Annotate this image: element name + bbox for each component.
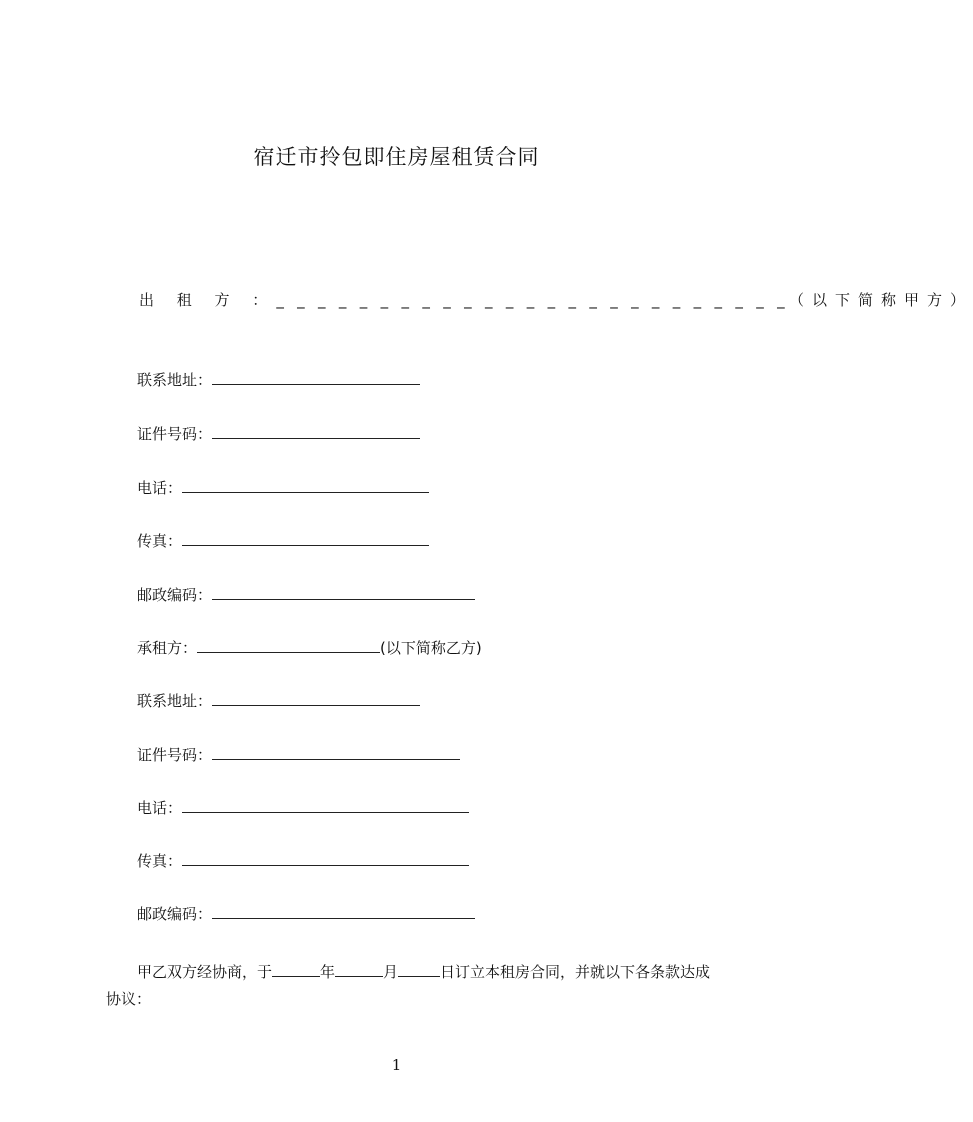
lessee-suffix: (以下简称乙方)	[380, 639, 482, 657]
lessee-blank[interactable]	[197, 638, 380, 653]
lessee-line	[137, 638, 482, 658]
field-label: 联系地址：	[137, 371, 213, 389]
page-number: 1	[391, 1056, 402, 1074]
year-label: 年	[320, 963, 336, 981]
party-b-fax-field	[137, 851, 469, 871]
fax-blank[interactable]	[182, 851, 469, 866]
party-a-fax-field	[137, 531, 429, 551]
document-title: 宿迁市拎包即住房屋租赁合同	[253, 145, 540, 169]
field-label: 传真：	[137, 532, 183, 550]
party-a-phone-field	[137, 478, 429, 498]
party-b-postcode-field	[137, 904, 475, 924]
postcode-blank[interactable]	[212, 904, 475, 919]
phone-blank[interactable]	[182, 478, 429, 493]
id-blank[interactable]	[212, 745, 460, 760]
field-label: 证件号码：	[137, 746, 213, 764]
field-label: 联系地址：	[137, 692, 213, 710]
phone-blank[interactable]	[182, 798, 469, 813]
lessor-line	[139, 290, 973, 310]
agreement-rest: 日订立本租房合同，并就以下各条款达成协议：	[106, 963, 711, 1008]
month-label: 月	[383, 963, 399, 981]
field-label: 电话：	[137, 479, 183, 497]
field-label: 证件号码：	[137, 425, 213, 443]
lessor-dashes: _ _ _ _ _ _ _ _ _ _ _ _ _ _ _ _ _ _ _ _ _ _ _ _ _	[276, 291, 789, 309]
party-a-postcode-field	[137, 585, 475, 605]
party-b-id-field	[137, 745, 460, 765]
agreement-intro: 甲乙双方经协商，于	[137, 963, 273, 981]
field-label: 电话：	[137, 799, 183, 817]
address-blank[interactable]	[212, 691, 420, 706]
month-blank[interactable]	[335, 962, 383, 977]
year-blank[interactable]	[272, 962, 320, 977]
address-blank[interactable]	[212, 370, 420, 385]
party-b-phone-field	[137, 798, 469, 818]
lessee-label: 承租方：	[137, 639, 198, 657]
party-a-id-field	[137, 424, 420, 444]
lessor-label: 出 租 方 ：	[139, 291, 277, 309]
lessor-suffix: （以下简称甲方）	[788, 291, 973, 309]
field-label: 传真：	[137, 852, 183, 870]
day-blank[interactable]	[398, 962, 440, 977]
postcode-blank[interactable]	[212, 585, 475, 600]
fax-blank[interactable]	[182, 531, 429, 546]
party-a-address-field	[137, 370, 420, 390]
agreement-paragraph	[106, 959, 716, 1013]
field-label: 邮政编码：	[137, 586, 213, 604]
party-b-address-field	[137, 691, 420, 711]
id-blank[interactable]	[212, 424, 420, 439]
field-label: 邮政编码：	[137, 905, 213, 923]
